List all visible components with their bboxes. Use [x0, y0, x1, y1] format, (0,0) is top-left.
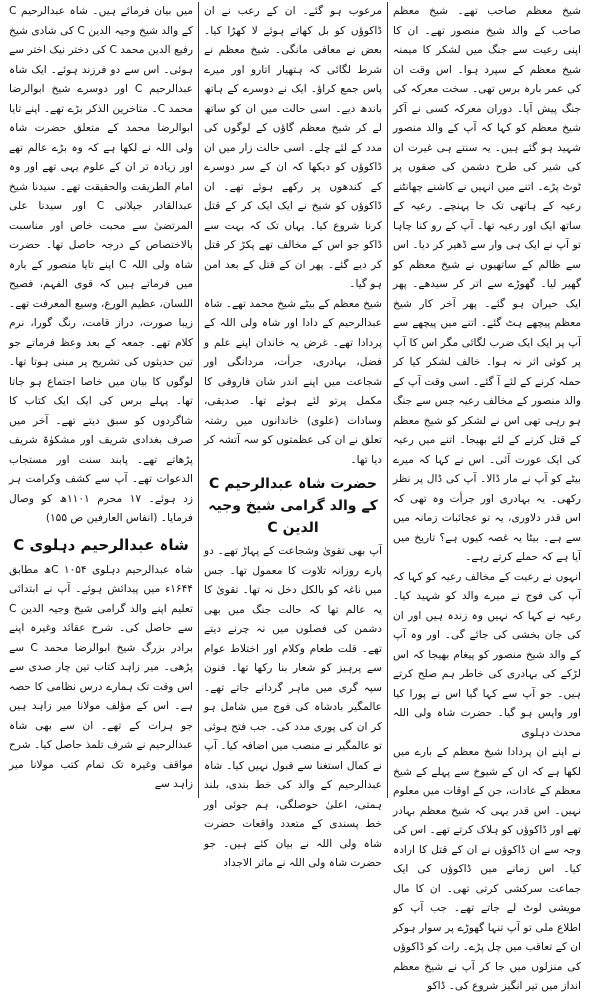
column-middle — [198, 2, 388, 869]
paragraph: انہوں نے رعیت کے مخالف رعیہ کو کہا کہ آپ کی فوج نے میرے والد کو شہید کیا۔ رعیہ نے کہا کہ نہیں وہ زندہ ہیں اور ان کی جان بخشی کی جائے گی۔ اور وہ آپ کے والد شیخ منصور کو پیغام بھیجا کہ اس لڑکے کی بہادری کی خاطر ہم صلح کرتے ہیں۔ جو آپ سے کہا گیا اس نے پورا کیا اور واپس ہو گیا۔ حضرت شاہ ولی اللہ محدث دہلوی — [393, 570, 581, 739]
section-heading: حضرت شاہ عبدالرحیم C کے والد گرامی شیخ وجیہ الدین C — [208, 476, 378, 536]
column-left — [4, 2, 198, 798]
paragraph: مرعوب ہو گئے۔ ان کے رعب نے ان ڈاکوؤں کو بل کھاتے ہوئے لا کھڑا کیا۔ بعض نے معافی مانگی۔ شیخ معظم نے شرط لگائی کہ ہتھیار اتارو اور میرے پاس جمع کراؤ۔ ایک نے دوسرے کے ہاتھ باندھ دیے۔ اسی حالت میں ان کو ساتھ لے کر شیخ معظم گاؤں کے لوگوں کی مدد کے لئے چلے۔ اسی حالت زار میں ان ڈاکوؤں کو دیکھا کہ ان کے سر دوسرے کے کندھوں پر رکھے ہوئے تھے۔ ان ڈاکوؤں کو شیخ نے ایک ایک کر کے قتل کرنا شروع کیا۔ یہاں تک کہ بہت سے ڈاکو جو اس کے مخالف تھے پکڑ کر قتل کر دیے گئے۔ پھر ان کے قتل کے بعد امن ہو گیا۔ — [204, 5, 382, 290]
column-right — [388, 2, 586, 992]
paragraph: میں بیان فرمائے ہیں۔ شاہ عبدالرحیم C کے والد شیخ وجیہ الدین C کی شادی شیخ رفیع الدین محمد C کی دختر نیک اختر سے ہوئی۔ اس سے دو فرزند ہوئے۔ ایک شاہ عبدالرحیم C اور دوسرے شیخ ابوالرضا محمد C۔ متاخرین الذکر بڑے تھے۔ اپنے تایا ابوالرضا محمد کے متعلق حضرت شاہ ولی اللہ نے لکھا ہے کہ وہ بڑے عالم تھے اور زیادہ تر ان کے علوم یہی تھے اور وہ امام الطریقت والحقیقت تھے۔ سیدنا شیخ عبدالقادر جیلانی C اور سیدنا علی المرتضیٰ سے محبت خاص اور مناسبت بالاختصاص کے درجہ حاصل تھا۔ حضرت شاہ ولی اللہ C اپنے تایا منصور کے بارہ میں فرماتے ہیں کہ قوی الفہم، فصیح اللسان، عظیم الورع، وسیع المعرفت تھے۔ زیبا صورت، دراز قامت، رنگ گورا، نرم کلام تھے۔ جمعہ کے بعد وعظ فرماتے جو تین حدیثوں کی تشریح پر مبنی ہوتا تھا۔ لوگوں کا بیان میں خاصا اجتماع ہو جاتا تھا۔ پہلے برس کی ایک ایک کتاب کا شاگردوں کو سبق دیتے تھے۔ آخر میں صرف بغدادی شریف اور مشکوٰۃ شریف پڑھاتے تھے۔ پابند سنت اور مستجاب الدعوات تھے۔ آپ سے کشف وکرامت ہر زد ہوئے۔ ۱۷ محرم ۱۱۰۱ھ کو وصال فرمایا۔ (انفاس العارفین ص ۱۵۵) — [9, 5, 194, 524]
paragraph: نے اپنے ان پردادا شیخ معظم کے بارے میں لکھا ہے کہ ان کے شیوخ سے پہلے کے شیخ معظم کے عادات، جن کے اوقات میں معلوم نہیں۔ اس قدر یہی کہ شیخ معظم بہادر تھے اور ڈاکوؤں کو ہلاک کرتے تھے۔ اس کی وجہ سے ان ڈاکوؤں نے ان کے قتل کا ارادہ کیا۔ اس زمانے میں ڈاکوؤں کی ایک جماعت سرکشی کرتی تھی۔ ان کا مال مویشی لوٹ لے جاتے تھے۔ جب آپ کو اطلاع ملی تو آپ تنہا گھوڑے پر سوار ہوکر ان کے تعاقب میں چل پڑے۔ رات کو ڈاکوؤں کی منزلوں میں جا کر آپ نے شیخ معظم انداز میں تیر انگیز شروع کی۔ ڈاکو — [392, 746, 581, 992]
paragraph: شیخ معظم کے بیٹے شیخ محمد تھے۔ شاہ عبدالرحیم کے دادا اور شاہ ولی اللہ کے پردادا تھے۔ غرض یہ خاندان اپنے علم و فضل، بہادری، جرأت، مردانگی اور شجاعت میں اپنے اندر شان فاروقی کا مکمل پرتو لئے ہوئے تھا۔ صدیقی، وسادات (علوی) خاندانوں میں رشتہ تعلق نے ان کی عظمتوں کو سہ آتشہ کر دیا تھا۔ — [204, 297, 382, 466]
paragraph: شاہ عبدالرحیم دہلوی C ۱۰۵۴ھ مطابق ۱۶۴۴ء میں پیدائش ہوئے۔ آپ نے ابتدائی تعلیم اپنے والد گرامی شیخ وجیہ الدین C سے حاصل کی۔ شرح عقائد وغیرہ اپنے برادر بزرگ شیخ ابوالرضا محمد C سے پڑھی۔ میر زاہد کتاب تین چار صدی سے اس وقت تک ہمارے درس نظامی کا حصہ ہے۔ اس کے مؤلف مولانا میر زاہد ہیں جو ہرات کے تھے۔ ان سے بھی شاہ عبدالرحیم نے شرف تلمذ حاصل کیا۔ شرح مواقف وغیرہ تک تمام کتب مولانا میر زاہد سے — [9, 563, 193, 790]
paragraph: شیخ معظم صاحب تھے۔ شیخ معظم صاحب کے والد شیخ منصور تھے۔ ان کا اپنی رعیت سے جنگ میں لشکر کا میمنہ شیخ معظم کے سپرد ہوا۔ اس وقت ان کی عمر بارہ برس تھی۔ سخت معرکہ کی جنگ پیش آیا۔ دوران معرکہ کسی نے آکر شیخ معظم کو کہا کہ آپ کے والد منصور شہید ہو گئے ہیں۔ یہ سنتے ہی غیرت ان کی شیر کی طرح دشمن کی صفوں پر ٹوٹ پڑے۔ اتنے میں انہیں نے کاشنے چھانٹنے رعیہ کے ہاتھی تک جا پہنچے۔ رعیہ کے ساتھ ایک اور رعیہ تھا۔ آپ کے رو کنا چاہا تو آپ نے ایک ہی وار سے ڈھیر کر دیا۔ اس سے ظالم کے ساتھیوں نے شیخ معظم کو گھیر لیا۔ گھوڑے سے اتر کر سیدھے۔ پھر ایک حیران ہو گئے۔ پھر آخر کار شیخ معظم پیچھے ہٹ گئے۔ اتنے میں پیچھے سے آپ پر ایک ایک ضرب لگائی مگر اس کا آپ پر کوئی اثر نہ ہوا۔ خالف لشکر کیا کر حملہ کرنے کے لئے آ گئے۔ اسی وقت آپ کے والد منصور کے مخالف رعیہ جس سے جنگ ہو رہی تھی اس نے لشکر کو شیخ معظم کے قتل کرنے کے لئے بھیجا۔ اتنے میں رعیہ کی ایک عورت آئی۔ اس نے کہا کہ میرے بیٹے کو آپ نے مار ڈالا۔ آپ کی ڈال پر نظر رکھی۔ یہ بہادری اور جرأت وہ تھی کہ اس قدر دلاوری، یہ تو عجائبات زمانہ میں سے ہے۔ بیٹا یہ غصہ کیوں ہے؟ تاریخ میں آیا ہے کہ حملے کرتے رہے۔ — [393, 5, 581, 563]
paragraph: آپ بھی تقویٰ وشجاعت کے پہاڑ تھے۔ دو پارے روزانہ تلاوت کا معمول تھا۔ جس میں ناغہ کو بالکل دخل نہ تھا۔ تقویٰ کا یہ عالم تھا کہ حالت جنگ میں بھی دشمن کی فصلوں میں نہ چرنے دیتے تھے۔ قلت طعام وکلام اور اختلاط عوام سے پرہیز کو شعار بنا رکھا تھا۔ فنون سپہ گری میں ماہر گردانے جاتے تھے۔ عالمگیر بادشاہ کی فوج میں شامل ہو کر ان کی پوری مدد کی۔ جب فتح ہوئی تو عالمگیر نے منصب میں اضافہ کیا۔ آپ نے کمال استغنا سے قبول نہیں کیا۔ شاہ عبدالرحیم کے والد کی خط بندی، بلند ہمتی، اعلیٰ حوصلگی، ہم جوئی اور خط پسندی کے متعدد واقعات حضرت شاہ ولی اللہ نے بیان کئے ہیں۔ جو حضرت شاہ ولی اللہ نے ماثر الاجداد — [204, 545, 382, 869]
section-heading: شاہ عبدالرحیم دہلوی C — [13, 535, 189, 554]
